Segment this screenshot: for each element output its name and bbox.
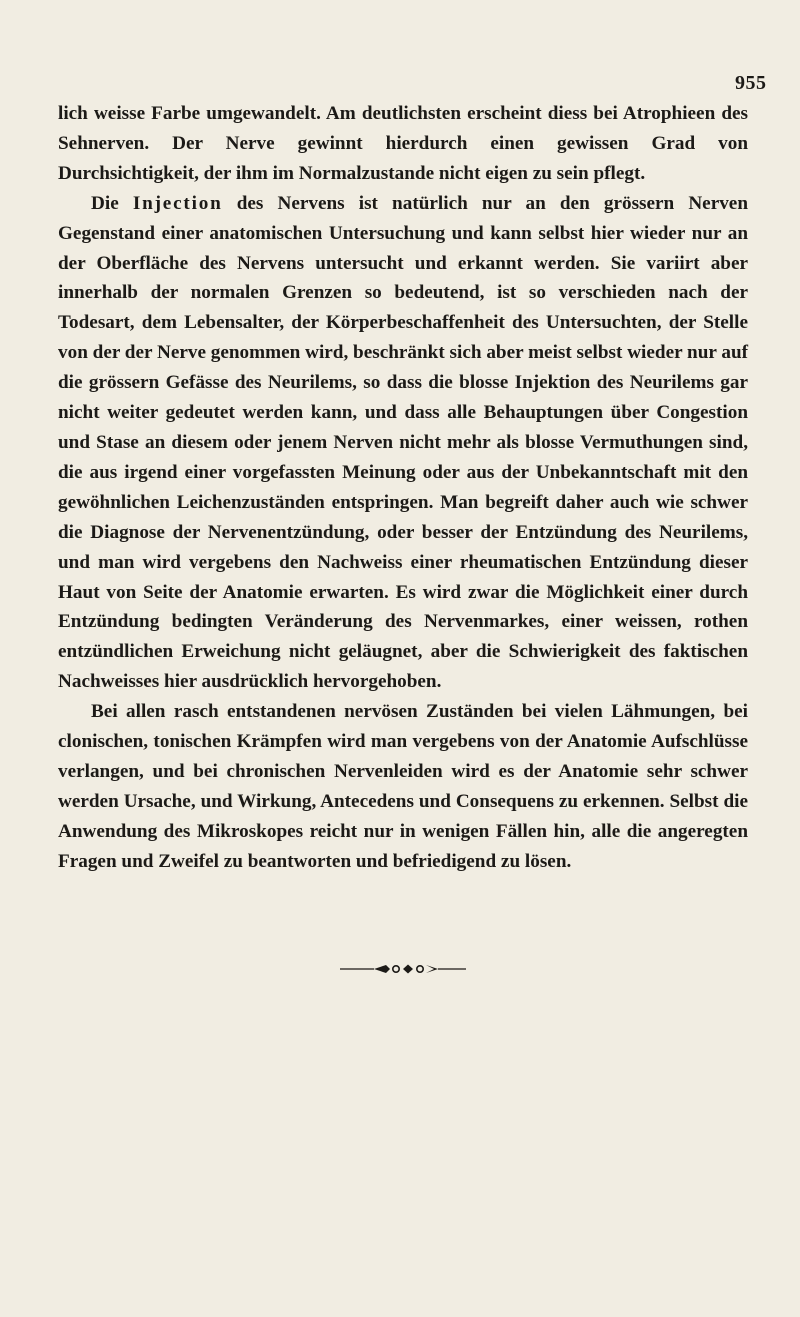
paragraph-2-lead: Die <box>91 192 119 214</box>
body-text <box>58 99 748 877</box>
page-number: 955 <box>735 72 767 94</box>
paragraph-2 <box>58 189 748 697</box>
paragraph-1: lich weisse Farbe umgewandelt. Am deutlichsten erscheint diess bei Atrophieen des Sehnerven. Der Nerve gewinnt hierdurch einen gewissen Grad von Durchsichtigkeit, der ihm im Normalzustande nicht eigen zu sein pflegt. <box>58 103 748 184</box>
paragraph-3: Bei allen rasch entstandenen nervösen Zuständen bei vielen Lähmungen, bei clonischen, tonischen Krämpfen wird man vergebens von der Anatomie Aufschlüsse verlangen, und bei chronischen Nervenleiden wird es der Anatomie sehr schwer werden Ursache, und Wirkung, Antecedens und Consequens zu erkennen. Selbst die Anwendung des Mikroskopes reicht nur in wenigen Fällen hin, alle die angeregten Fragen und Zweifel zu beantworten und befriedigend zu lösen. <box>58 701 748 872</box>
paragraph-2-body: des Nervens ist natürlich nur an den grössern Nerven Gegenstand einer anatomischen Untersuchung und kann selbst hier wieder nur an der Oberfläche des Nervens untersucht und erkannt werden. Sie variirt aber innerhalb der normalen Grenzen so bedeutend, ist so verschieden nach der Todesart, dem Lebensalter, der Körperbeschaffenheit des Untersuchten, der Stelle von der der Nerve genommen wird, beschränkt sich aber meist selbst wieder nur auf die grössern Gefässe des Neurilems, so dass die blosse Injektion des Neurilems gar nicht weiter gedeutet werden kann, und dass alle Behauptungen über Congestion und Stase an diesem oder jenem Nerven nicht mehr als blosse Vermuthungen sind, die aus irgend einer vorgefassten Meinung oder aus der Unbekanntschaft mit den gewöhnlichen Leichenzuständen entspringen. Man begreift daher auch wie schwer die Diagnose der Nervenentzündung, oder besser der Entzündung des Neurilems, und man wird vergebens den Nachweiss einer rheumatischen Entzündung dieser Haut von Seite der Anatomie erwarten. Es wird zwar die Möglichkeit einer durch Entzündung bedingten Veränderung des Nervenmarkes, einer weissen, rothen entzündlichen Erweichung nicht geläugnet, aber die Schwierigkeit des faktischen Nachweisses hier ausdrücklich hervorgehoben. <box>58 192 749 693</box>
paragraph-2-emphasis-term: Injection <box>132 192 223 214</box>
end-of-section-ornament-icon <box>338 962 468 976</box>
